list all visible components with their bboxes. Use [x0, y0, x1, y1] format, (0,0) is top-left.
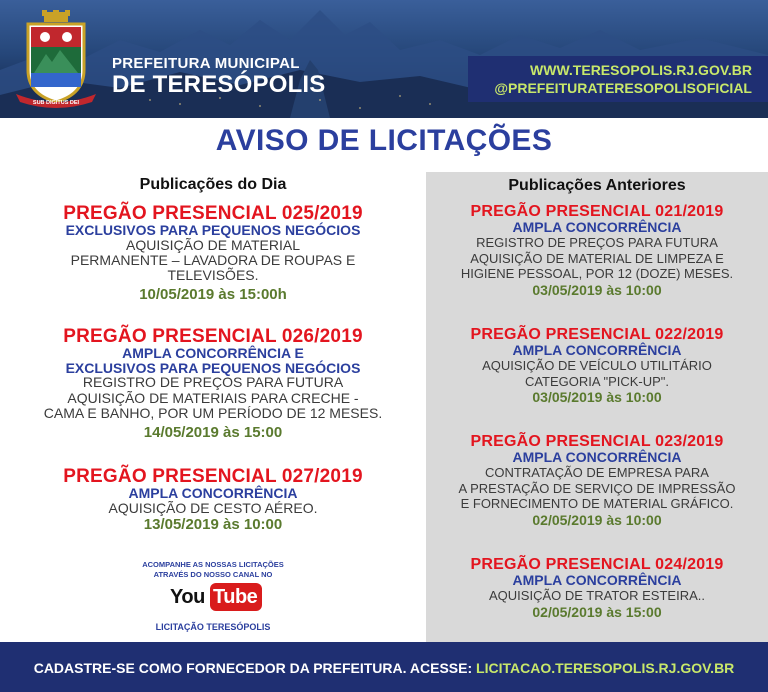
- item-title: PREGÃO PRESENCIAL 024/2019: [470, 556, 724, 573]
- today-item-2: [0, 327, 426, 441]
- item-desc: E FORNECIMENTO DE MATERIAL GRÁFICO.: [460, 496, 734, 512]
- item-desc: AQUISIÇÃO DE VEÍCULO UTILITÁRIO: [482, 357, 712, 373]
- item-title: PREGÃO PRESENCIAL 023/2019: [470, 433, 724, 450]
- youtube-promo-line1: ACOMPANHE AS NOSSAS LICITAÇÕES: [142, 560, 284, 569]
- youtube-logo-tube[interactable]: Tube: [213, 586, 258, 608]
- previous-item-1: [426, 204, 768, 298]
- item-desc: TELEVISÕES.: [167, 267, 259, 284]
- item-date: 02/05/2019 às 10:00: [532, 512, 662, 529]
- youtube-logo-you[interactable]: You: [170, 586, 205, 608]
- previous-item-4: [426, 557, 768, 620]
- item-desc: AQUISIÇÃO DE MATERIAIS PARA CRECHE -: [67, 389, 359, 406]
- item-subtitle: AMPLA CONCORRÊNCIA: [512, 342, 682, 358]
- item-date: 02/05/2019 às 15:00: [532, 603, 662, 620]
- contact-box: [468, 56, 768, 102]
- item-desc: AQUISIÇÃO DE MATERIAL: [126, 236, 300, 253]
- item-desc: PERMANENTE – LAVADORA DE ROUPAS E: [70, 252, 356, 269]
- item-subtitle: AMPLA CONCORRÊNCIA: [128, 485, 298, 501]
- previous-column: [426, 172, 768, 642]
- previous-item-3: [426, 434, 768, 528]
- item-subtitle: AMPLA CONCORRÊNCIA: [512, 572, 682, 588]
- today-item-1: [0, 204, 426, 303]
- item-title: PREGÃO PRESENCIAL 022/2019: [470, 326, 724, 343]
- item-date: 13/05/2019 às 10:00: [143, 516, 283, 534]
- item-title: PREGÃO PRESENCIAL 021/2019: [470, 203, 724, 220]
- city-crest-icon: [12, 10, 100, 110]
- item-desc: REGISTRO DE PREÇOS PARA FUTURA: [476, 234, 718, 250]
- item-desc: CATEGORIA "PICK-UP".: [524, 373, 670, 389]
- today-item-3: [0, 467, 426, 533]
- previous-heading: Publicações Anteriores: [508, 177, 686, 194]
- item-subtitle: AMPLA CONCORRÊNCIA: [512, 219, 682, 235]
- today-column: [0, 172, 426, 642]
- item-date: 10/05/2019 às 15:00h: [139, 285, 287, 303]
- footer-banner: [0, 642, 768, 692]
- item-desc: REGISTRO DE PREÇOS PARA FUTURA: [82, 374, 344, 391]
- org-name-line2: DE TERESÓPOLIS: [112, 71, 326, 98]
- item-date: 03/05/2019 às 10:00: [532, 282, 662, 299]
- item-date: 03/05/2019 às 10:00: [532, 389, 662, 406]
- org-name-line1: PREFEITURA MUNICIPAL: [112, 55, 300, 72]
- item-date: 14/05/2019 às 15:00: [143, 423, 283, 441]
- item-desc: HIGIENE PESSOAL, POR 12 (DOZE) MESES.: [460, 266, 734, 282]
- item-desc: A PRESTAÇÃO DE SERVIÇO DE IMPRESSÃO: [458, 480, 736, 496]
- crest-motto: SUB DIGITUS DEI: [32, 100, 80, 106]
- header-banner: [0, 0, 768, 118]
- website-link[interactable]: WWW.TERESOPOLIS.RJ.GOV.BR: [530, 62, 752, 78]
- item-desc: AQUISIÇÃO DE MATERIAL DE LIMPEZA E: [470, 250, 724, 266]
- youtube-channel-name[interactable]: LICITAÇÃO TERESÓPOLIS: [155, 622, 271, 632]
- item-title: PREGÃO PRESENCIAL 027/2019: [63, 466, 363, 487]
- previous-item-2: [426, 327, 768, 406]
- footer-cta: CADASTRE-SE COMO FORNECEDOR DA PREFEITURA. ACESSE:: [33, 660, 477, 676]
- item-desc: AQUISIÇÃO DE CESTO AÉREO.: [108, 499, 318, 516]
- item-subtitle: AMPLA CONCORRÊNCIA E: [122, 345, 304, 361]
- footer-link[interactable]: LICITACAO.TERESOPOLIS.RJ.GOV.BR: [476, 660, 735, 676]
- item-subtitle: AMPLA CONCORRÊNCIA: [512, 449, 682, 465]
- item-subtitle: EXCLUSIVOS PARA PEQUENOS NEGÓCIOS: [65, 222, 361, 238]
- social-handle[interactable]: @PREFEITURATERESOPOLISOFICIAL: [494, 80, 752, 96]
- item-title: PREGÃO PRESENCIAL 025/2019: [63, 203, 363, 224]
- today-heading: Publicações do Dia: [139, 176, 287, 193]
- item-desc: AQUISIÇÃO DE TRATOR ESTEIRA..: [489, 587, 705, 603]
- page-title: AVISO DE LICITAÇÕES: [215, 124, 553, 157]
- item-desc: CAMA E BANHO, POR UM PERÍODO DE 12 MESES.: [43, 405, 383, 422]
- item-title: PREGÃO PRESENCIAL 026/2019: [63, 326, 363, 347]
- footer-text: [0, 660, 768, 676]
- item-subtitle: EXCLUSIVOS PARA PEQUENOS NEGÓCIOS: [65, 359, 361, 376]
- item-desc: CONTRATAÇÃO DE EMPRESA PARA: [485, 464, 709, 480]
- youtube-promo-line2: ATRAVÉS DO NOSSO CANAL NO: [153, 570, 273, 579]
